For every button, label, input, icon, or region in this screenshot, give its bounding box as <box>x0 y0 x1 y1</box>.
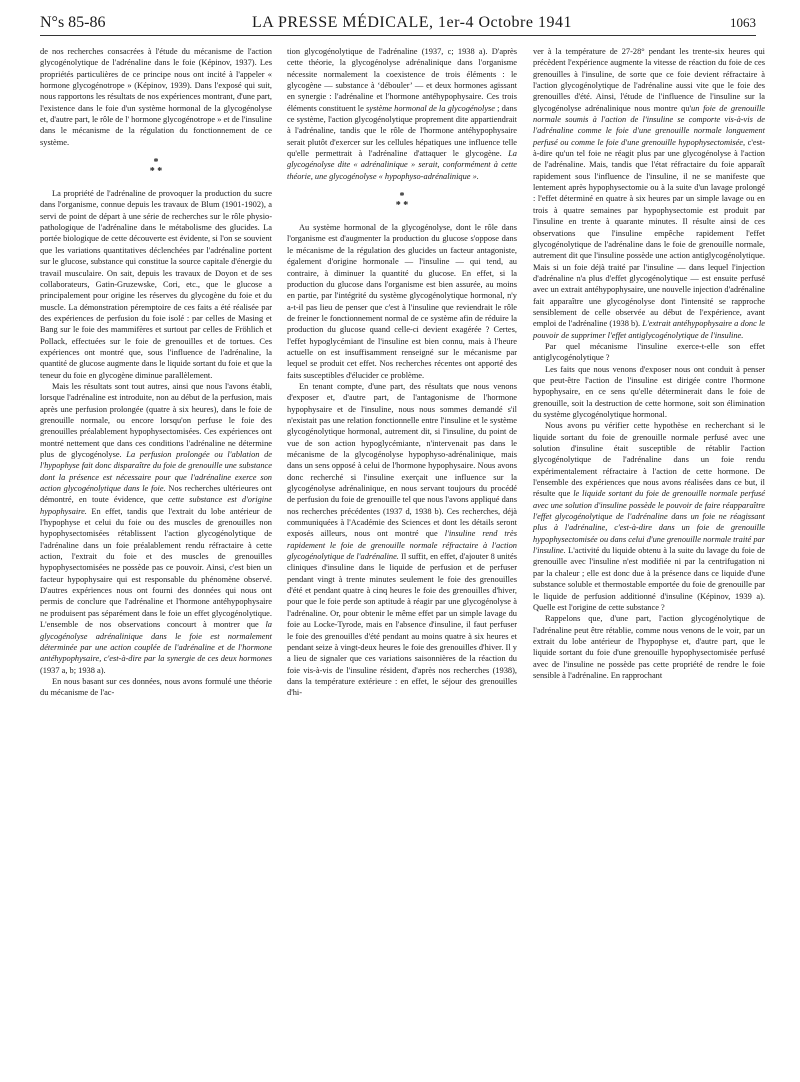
journal-title: LA PRESSE MÉDICALE, 1er-4 Octobre 1941 <box>252 14 572 31</box>
asterism-divider: * * * <box>395 191 409 212</box>
asterism-divider: * * * <box>149 157 163 178</box>
paragraph: Par quel mécanisme l'insuline exerce-t-elle son effet antiglycogénolytique ? <box>533 341 765 363</box>
paragraph: Rappelons que, d'une part, l'action glycogénolytique de l'adrénaline peut être rétablie, comme nous venons de le voir, par un extrait du lobe antérieur de l'hypophyse et, d'autre part, que le liquide sortant du foie d'une grenouille hypophysectomisée perfusé avec de l'insuline ne possède pas cette propriété de rendre le foie sensible à l'adrénaline. En rapprochant <box>533 614 765 680</box>
text-column-1 <box>40 46 272 699</box>
paragraph: Nous avons pu vérifier cette hypothèse en recherchant si le liquide sortant du foie de grenouille normale perfusé avec une solution d'insuline était susceptible de rétablir l'action glycogénolytique de l'adrénaline dans un foie rendu expérimentalement réfractaire à l'action de cette hormone. De l'ensemble des expériences que nous avons réalisées dans ce but, il résulte que le liquide sortant du foie de grenouille normale perfusé avec une solution d'insuline possède le pouvoir de faire réapparaître l'effet glycogénolytique de l'adrénaline dans un foie ne réagissant plus à l'adrénaline, c'est-à-dire dans un foie de grenouille hypophysectomisée ou dans celui d'une grenouille normale traité par l'insuline. L'activité du liquide obtenu à la suite du lavage du foie de grenouille avec l'insuline n'est modifiée ni par la centrifugation ni par la chaleur ; elle est donc due à la présence dans ce liquide d'une substance soluble et thermostable emportée du foie de grenouille par le liquide de perfusion additionné d'insuline (Képinov, 1939 a). Quelle est l'origine de cette substance ? <box>533 421 766 612</box>
paragraph: tion glycogénolytique de l'adrénaline (1937, c; 1938 a). D'après cette théorie, la glycogénolyse adrénalinique dans l'organisme nécessite normalement la coexistence de trois éléments : le glycogène — substance à ‘débouler’ — et deux hormones agissant en synergie : l'adrénaline et l'hormone antéhypophysaire. Ces trois éléments constituent le système hormonal de la glycogénolyse ; dans ce système, l'action glycogénolytique proprement dite appartiendrait à l'adrénaline, tandis que le rôle de l'hormone antéhypophysaire serait plutôt d'exercer sur les cellules hépatiques une influence telle qu'elle permettrait à l'adrénaline d'attaquer le glycogène. La glycogénolyse dite « adrénalinique » serait, conformément à cette théorie, une glycogénolyse « hypophyso-adrénalinique ». <box>287 47 517 181</box>
page-number: 1063 <box>730 15 756 30</box>
paragraph: ver à la température de 27-28° pendant les trente-six heures qui précèdent l'expérience augmente la vitesse de réaction du foie de ces grenouilles à l'insuline, de sorte que ce foie devient réfractaire à l'action glycogénolytique de l'adrénaline aussi vite que le foie des grenouilles d'été. Ainsi, l'étude de l'influence de l'insuline sur la glycogénolyse adrénalinique nous montre qu'un foie de grenouille normale soumis à l'action de l'insuline se comporte vis-à-vis de l'adrénaline comme le foie d'une grenouille normale longuement perfusé ou comme le foie d'une grenouille hypophysectomisée, c'est-à-dire qu'un tel foie ne réagit plus par une glycogénolyse à l'action de l'adrénaline. Mais, tandis que l'état réfractaire du foie apparaît rapidement sous l'influence de l'insuline, il ne se manifeste que lentement après hypophysectomie ou à la suite d'un lavage prolongé : l'effet déterminé en quatre à six heures par un simple lavage ou en trois à quatre semaines par hypophysectomie est produit par l'insuline en trente à quarante minutes. Il résulte ainsi de ces observations que l'insuline empêche rapidement l'effet glycogénolytique de l'adrénaline dans le foie de grenouille normale, autrement dit que l'insuline possède une action antiglycogénolytique. Mais si un foie déjà traité par l'insuline — dans lequel l'injection d'adrénaline n'a plus d'effet glycogénolytique — est ensuite perfusé avec un extrait antéhypophysaire, une nouvelle injection d'adrénaline fait apparaître une glycogénolyse dont l'intensité se rapproche sensiblement de celle observée au début de l'expérience, avant emploi de l'adrénaline (1938 b). L'extrait antéhypophysaire a donc le pouvoir de supprimer l'effet antiglycogénolytique de l'insuline. <box>533 47 765 340</box>
paragraph: Mais les résultats sont tout autres, ainsi que nous l'avons établi, lorsque l'adrénaline est introduite, non au début de la perfusion, mais après une perfusion prolongée (quatre à six heures), dans le foie de grenouille normale, ou encore lorsqu'on perfuse le foie des grenouilles préalablement hypophysectomisées. Ces expériences ont montré nettement que dans ces conditions l'adrénaline ne détermine plus de glycogénolyse. La perfusion prolongée ou l'ablation de l'hypophyse fait donc disparaître du foie de grenouille une substance dont la présence est nécessaire pour que l'adrénaline exerce son action glycogénolytique dans le foie. Nos recherches ultérieures ont démontré, en toute évidence, que cette substance est d'origine hypophysaire. En effet, tandis que l'extrait du lobe antérieur de l'hypophyse et celui du foie ou des muscles de grenouilles non hypophysectomisées rétablissent l'action glycogénolytique de l'adrénaline dans un foie préalablement rendu réfractaire à cette action, l'extrait du foie et des muscles de grenouilles hypophysectomisées ne possède pas ce pouvoir. Ainsi, c'est bien un facteur hypophysaire qui est responsable du phénomène observé. D'autres expériences nous ont fourni des données qui nous ont permis de conclure que l'adrénaline et l'hormone antéhypophysaire ne produisent pas séparément dans le foie un effet glycogénolytique. L'ensemble de nos observations concourt à montrer que la glycogénolyse adrénalinique dans le foie est normalement déterminée par une action couplée de l'adrénaline et de l'hormone antéhypophysaire, c'est-à-dire par la synergie de ces deux hormones (1937 a, b; 1938 a). <box>40 381 272 675</box>
issue-number: N°s 85-86 <box>40 14 106 31</box>
paragraph: En nous basant sur ces données, nous avons formulé une théorie du mécanisme de l'ac- <box>40 676 272 698</box>
paragraph: En tenant compte, d'une part, des résultats que nous venons d'exposer et, d'autre part, de l'antagonisme de l'hormone hypophysaire et de l'insuline, nous nous sommes demandé s'il n'existait pas une relation fonctionnelle entre l'insuline et le système glycogénolytique hormonal, autrement dit, si l'insuline, du point de vue de son action hypoglycémiante, n'intervenait pas dans le mécanisme de la glycogénolyse hypophyso-adrénalinique, mais dans un sens opposé à celui de l'hormone hypophysaire. Nous avons donc recherché si l'insuline exerçait une influence sur la glycogénolyse adrénalinique, en nous servant toujours du procédé de perfusion du foie de grenouille tel que nous l'avons appliqué dans nos recherches précédentes (1937 d, 1938 b). Ces recherches, déjà communiquées à l'Académie des Sciences et dont les détails seront exposés ailleurs, nous ont montré que l'insuline rend très rapidement le foie de grenouille normale réfractaire à l'action glycogénolytique de l'adrénaline. Il suffit, en effet, d'ajouter 8 unités cliniques d'insuline dans le liquide de perfusion et de perfuser pendant vingt à trente minutes seulement le foie des grenouilles d'été et pendant quatre à cinq heures le foie des grenouilles d'hiver, pour que le foie perde son aptitude à réagir par une glycogénolyse à l'adrénaline. Or, pour obtenir le même effet par un simple lavage du foie au Locke-Tyrode, mais en l'absence d'insuline, il faut perfuser le foie des grenouilles d'été pendant au moins quatre à six heures et pendant seize à vingt-deux heures le foie des grenouilles d'hiver. Il y a lieu de signaler que ces variations saisonnières de la réaction du foie vis-à-vis de l'insuline résident, d'après nos recherches (1938), dans la température extérieure : en effet, le séjour des grenouilles d'hi- <box>287 381 517 698</box>
paragraph: Au système hormonal de la glycogénolyse, dont le rôle dans l'organisme est d'augmenter la production du glucose s'oppose dans le mécanisme de la régulation des glucides un facteur antagoniste, également d'origine hormonale — l'insuline — qui tend, au contraire, à diminuer la quantité du glucose. En effet, si la production du glucose dans l'organisme est bien assurée, au moins en partie, par l'intégrité du système glycogénolytique hormonal, n'y a-t-il pas lieu de penser que c'est à l'insuline que reviendrait le rôle de freiner le fonctionnement normal de ce système afin de réduire la production du glucose quand celle-ci devient exagérée ? Certes, l'effet hypoglycémiant de l'insuline est bien connu, mais à l'heure actuelle on est insuffisamment renseigné sur le mécanisme par lequel se produit cet effet. Nos recherches récentes ont apporté des faits susceptibles d'élucider ce problème. <box>287 223 517 380</box>
text-column-2 <box>287 46 517 699</box>
paragraph: de nos recherches consacrées à l'étude du mécanisme de l'action glycogénolytique de l'adrénaline dans le foie (Képinov, 1937). Les propriétés particulières de ce principe nous ont incité à l'appeler « hormone glycogénotrope » (Képinov, 1939). Dans l'exposé qui suit, nous rapportons les résultats de nos expériences montrant, d'une part, l'existence dans le foie d'un système hormonal de la glycogénolyse et, d'autre part, le rôle de l' hormone glycogénotrope » et de l'insuline dans le mécanisme de la régulation du fonctionnement de ce système. <box>40 47 272 147</box>
text-column-3 <box>533 46 765 681</box>
paragraph: La propriété de l'adrénaline de provoquer la production du sucre dans l'organisme, connue depuis les travaux de Blum (1901-1902), a servi de point de départ à une série de recherches sur le rôle physio-pathologique de l'adrénaline dans le métabolisme des glucides. La portée biologique de cette découverte est évidente, si l'on se souvient que les variations quantitatives déclenchées par l'adrénaline portent sur le glucose, substance qui constitue la source capitale d'énergie du travail musculaire. On sait, depuis les travaux de Doyon et de ses collaborateurs, Gatin-Gruzewske, Cori, etc., que le glucose a principalement pour origine les réserves du glycogène du foie et du muscle. La démonstration péremptoire de ces faits a été réalisée par des expériences de perfusion du foie isolé : par celles de Masing et Bang sur le foie des mammifères et surtout par celles de Fröhlich et Pollack, effectuées sur le foie de grenouilles et de tortues. Ces expériences ont montré que, sous l'influence de l'adrénaline, la quantité de glucose augmente dans le liquide sortant du foie et que la teneur du foie en glycogène diminue parallèlement. <box>40 189 272 380</box>
paragraph: Les faits que nous venons d'exposer nous ont conduit à penser que peut-être l'action de l'insuline est dirigée contre l'hormone hypophysaire, en ce sens qu'elle déterminerait dans le foie de grenouille, soit la destruction de cette hormone, soit son élimination du système glycogénolytique hormonal. <box>533 364 765 419</box>
page-header <box>40 14 756 36</box>
